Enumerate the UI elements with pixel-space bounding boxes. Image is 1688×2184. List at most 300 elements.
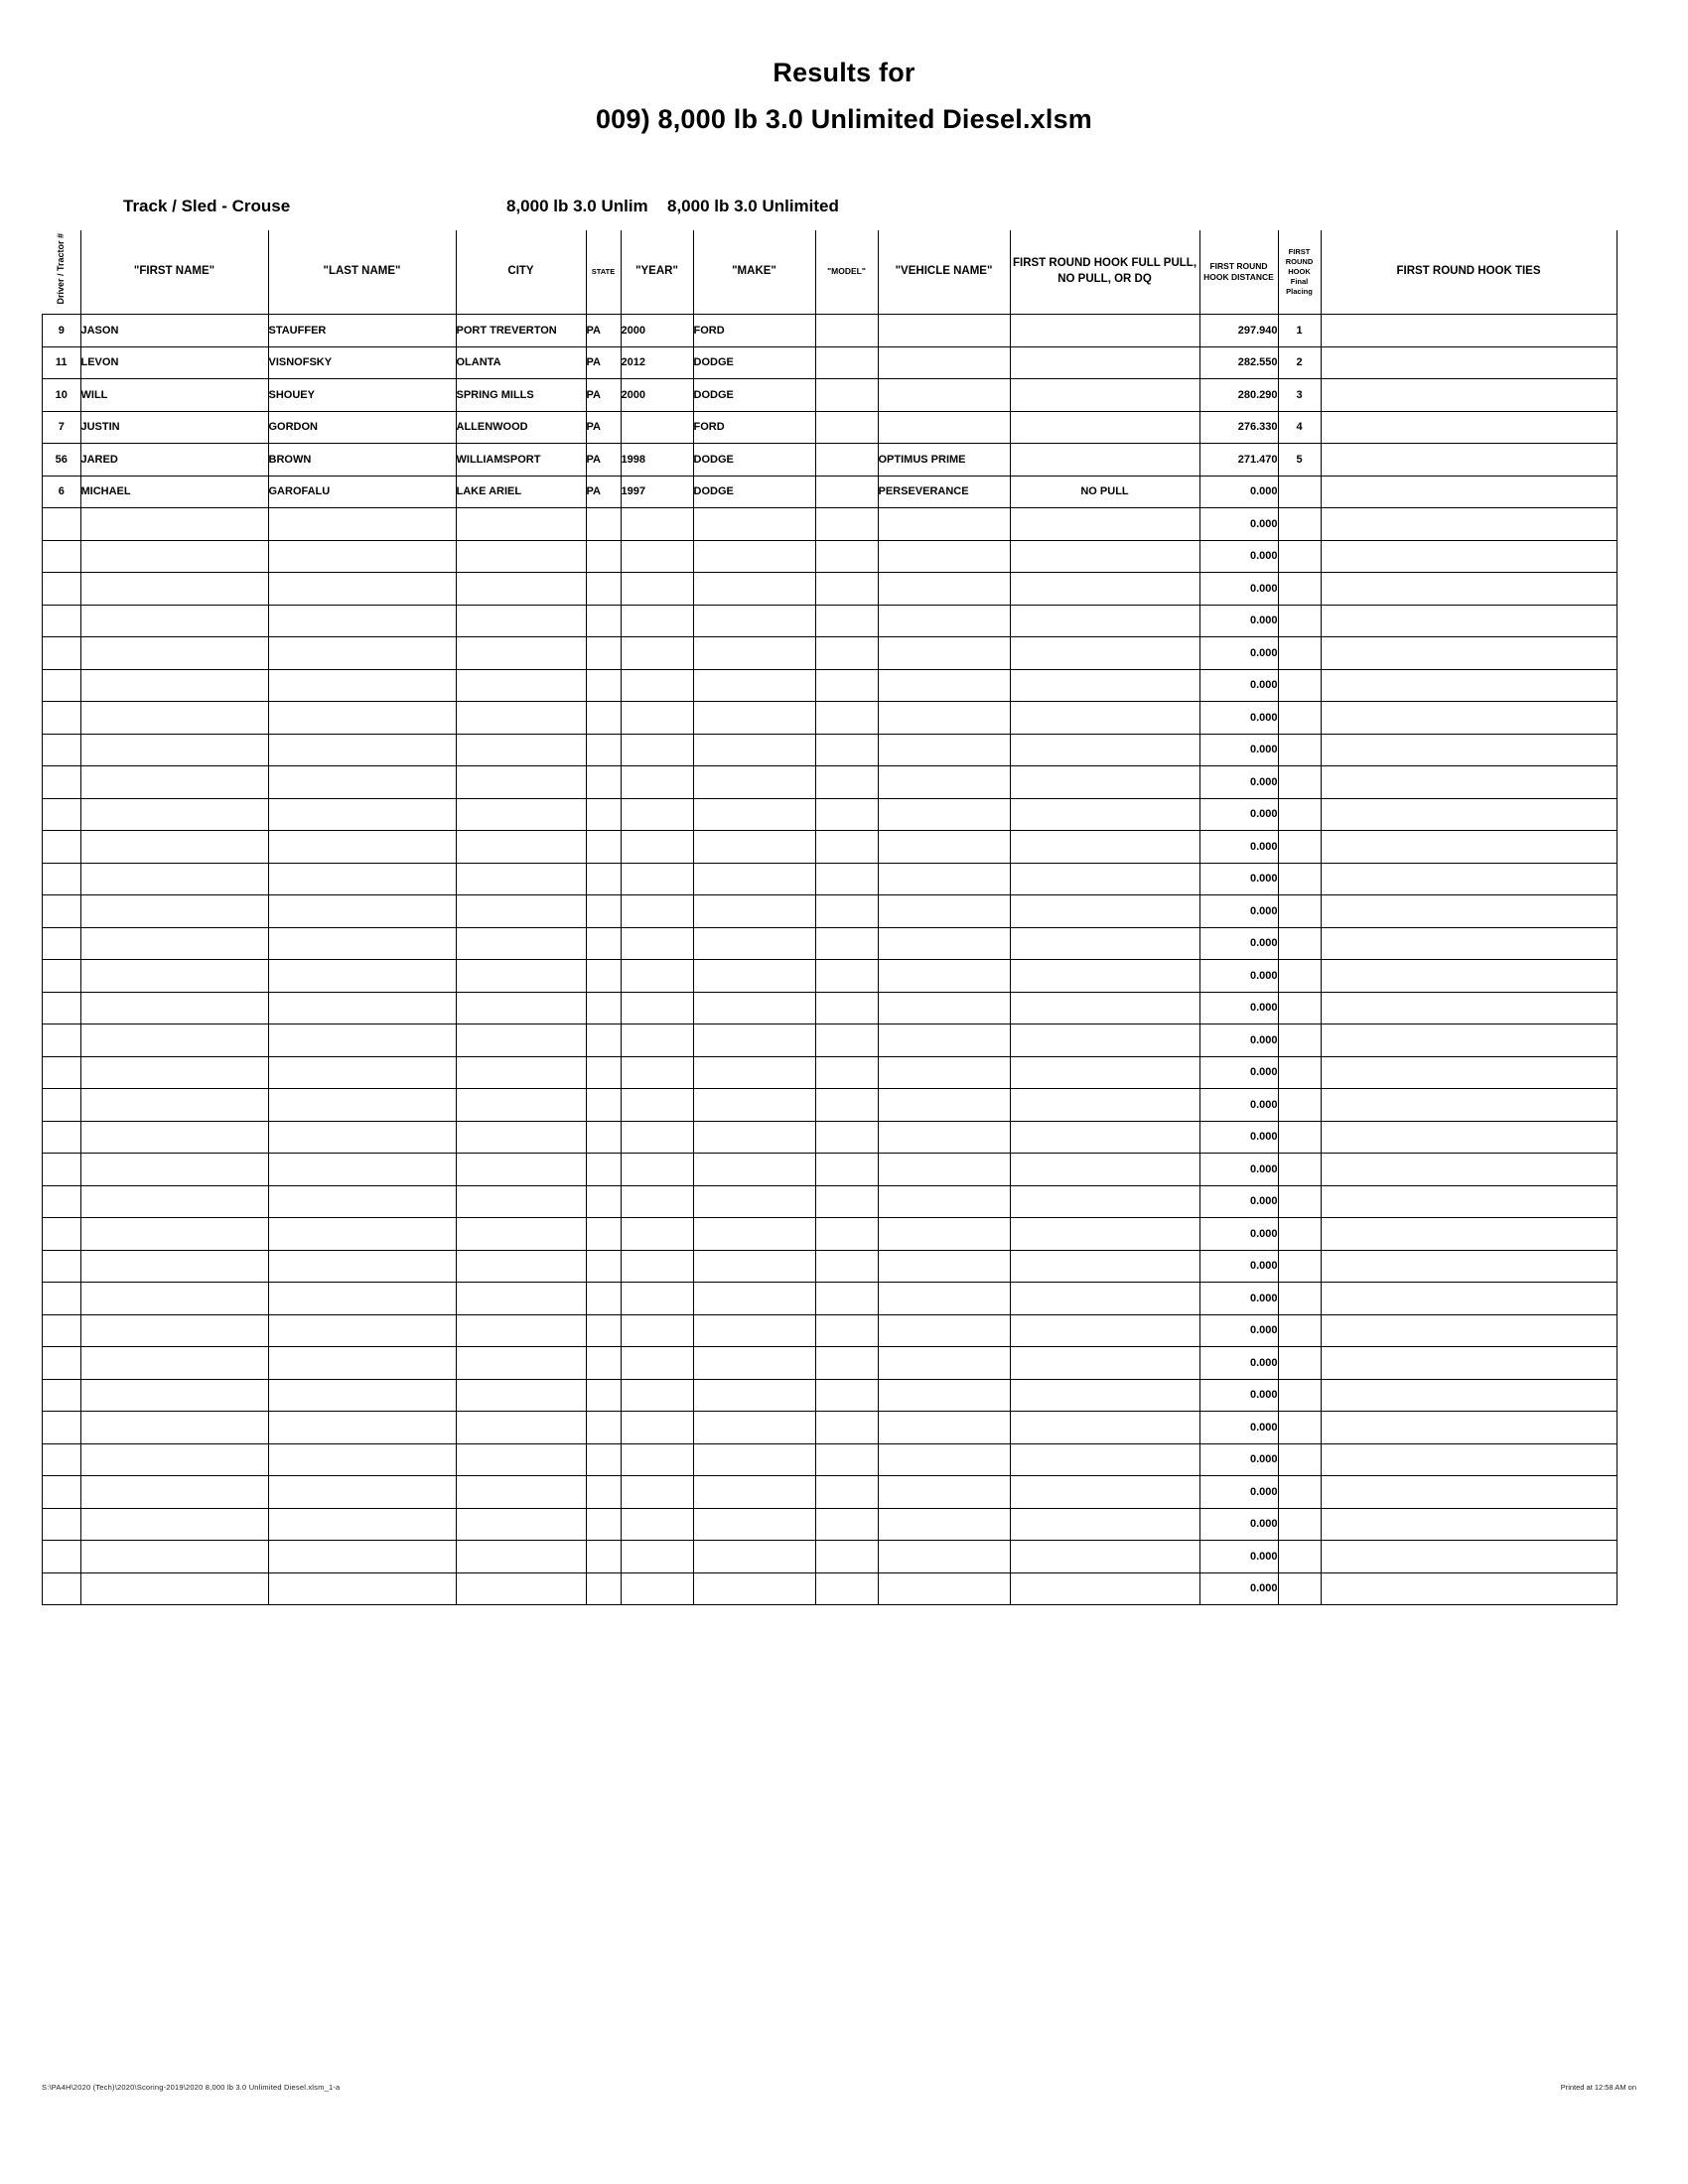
cell-distance: 0.000 [1199, 1154, 1278, 1186]
cell-model [815, 927, 878, 960]
cell-placing [1278, 927, 1321, 960]
cell-full-pull [1010, 895, 1199, 928]
cell-year [621, 1572, 693, 1605]
cell-model [815, 1185, 878, 1218]
cell-full-pull [1010, 315, 1199, 347]
cell-ties [1321, 798, 1617, 831]
cell-first-name [80, 1412, 268, 1444]
cell-make [693, 1314, 815, 1347]
table-row [43, 702, 1618, 735]
cell-state [586, 1250, 621, 1283]
cell-state [586, 1218, 621, 1251]
column-header-make: "MAKE" [693, 230, 815, 315]
cell-last-name [268, 1541, 456, 1573]
cell-make [693, 1024, 815, 1057]
cell-first-name [80, 1443, 268, 1476]
cell-ties [1321, 1154, 1617, 1186]
cell-state [586, 1185, 621, 1218]
cell-model [815, 573, 878, 606]
cell-city [456, 1121, 586, 1154]
cell-distance: 297.940 [1199, 315, 1278, 347]
track-sled-label: Track / Sled - Crouse [123, 197, 291, 215]
cell-driver-number [43, 1089, 81, 1122]
cell-driver-number [43, 1121, 81, 1154]
cell-make [693, 1121, 815, 1154]
table-row [43, 1443, 1618, 1476]
cell-distance: 0.000 [1199, 1121, 1278, 1154]
cell-full-pull [1010, 1056, 1199, 1089]
cell-year [621, 605, 693, 637]
cell-city [456, 1250, 586, 1283]
cell-ties [1321, 702, 1617, 735]
cell-first-name: JASON [80, 315, 268, 347]
cell-last-name [268, 1218, 456, 1251]
cell-city [456, 766, 586, 799]
cell-state [586, 1508, 621, 1541]
cell-full-pull [1010, 379, 1199, 412]
cell-driver-number: 9 [43, 315, 81, 347]
cell-city: LAKE ARIEL [456, 476, 586, 508]
cell-last-name [268, 1250, 456, 1283]
table-row [43, 1379, 1618, 1412]
column-header-driver-number: Driver / Tractor # [56, 233, 67, 306]
cell-placing [1278, 1089, 1321, 1122]
cell-placing [1278, 734, 1321, 766]
cell-distance: 0.000 [1199, 992, 1278, 1024]
cell-distance: 0.000 [1199, 1476, 1278, 1509]
cell-year [621, 669, 693, 702]
cell-placing [1278, 992, 1321, 1024]
cell-year [621, 992, 693, 1024]
cell-model [815, 1024, 878, 1057]
cell-placing: 3 [1278, 379, 1321, 412]
cell-city [456, 1314, 586, 1347]
cell-full-pull [1010, 1185, 1199, 1218]
cell-city [456, 637, 586, 670]
table-row [43, 992, 1618, 1024]
cell-city [456, 1476, 586, 1509]
cell-model [815, 669, 878, 702]
cell-ties [1321, 315, 1617, 347]
cell-state [586, 895, 621, 928]
cell-city: OLANTA [456, 346, 586, 379]
cell-driver-number [43, 1154, 81, 1186]
cell-year [621, 1443, 693, 1476]
cell-full-pull [1010, 960, 1199, 993]
cell-full-pull [1010, 1476, 1199, 1509]
cell-first-name [80, 669, 268, 702]
cell-driver-number [43, 1250, 81, 1283]
cell-first-name [80, 1250, 268, 1283]
cell-state: PA [586, 444, 621, 477]
cell-state [586, 1572, 621, 1605]
cell-distance: 0.000 [1199, 637, 1278, 670]
cell-first-name [80, 1024, 268, 1057]
cell-last-name [268, 508, 456, 541]
cell-model [815, 1476, 878, 1509]
cell-ties [1321, 1508, 1617, 1541]
table-row [43, 1185, 1618, 1218]
cell-driver-number [43, 927, 81, 960]
cell-placing [1278, 702, 1321, 735]
cell-last-name [268, 734, 456, 766]
cell-state [586, 605, 621, 637]
cell-driver-number [43, 637, 81, 670]
cell-vehicle-name [878, 1347, 1010, 1380]
cell-make: DODGE [693, 476, 815, 508]
cell-distance: 271.470 [1199, 444, 1278, 477]
cell-state [586, 1443, 621, 1476]
table-row [43, 1056, 1618, 1089]
cell-year: 2000 [621, 379, 693, 412]
cell-vehicle-name [878, 1154, 1010, 1186]
cell-ties [1321, 1250, 1617, 1283]
cell-last-name [268, 1283, 456, 1315]
cell-city: PORT TREVERTON [456, 315, 586, 347]
table-row [43, 540, 1618, 573]
cell-vehicle-name [878, 540, 1010, 573]
cell-ties [1321, 1314, 1617, 1347]
column-header-placing: FIRST ROUND HOOK Final Placing [1278, 230, 1321, 315]
cell-city [456, 540, 586, 573]
cell-state [586, 540, 621, 573]
table-row [43, 573, 1618, 606]
cell-placing [1278, 1185, 1321, 1218]
table-row [43, 1541, 1618, 1573]
cell-city [456, 669, 586, 702]
cell-full-pull [1010, 1347, 1199, 1380]
column-header-last-name: "LAST NAME" [268, 230, 456, 315]
table-row [43, 1218, 1618, 1251]
cell-ties [1321, 960, 1617, 993]
cell-year [621, 1508, 693, 1541]
cell-distance: 0.000 [1199, 1089, 1278, 1122]
table-row [43, 1121, 1618, 1154]
cell-placing [1278, 1250, 1321, 1283]
cell-last-name: STAUFFER [268, 315, 456, 347]
cell-ties [1321, 508, 1617, 541]
cell-full-pull [1010, 346, 1199, 379]
cell-ties [1321, 605, 1617, 637]
cell-model [815, 1443, 878, 1476]
cell-make [693, 960, 815, 993]
cell-year [621, 1121, 693, 1154]
cell-distance: 0.000 [1199, 476, 1278, 508]
cell-vehicle-name [878, 315, 1010, 347]
cell-make [693, 734, 815, 766]
cell-full-pull [1010, 508, 1199, 541]
cell-ties [1321, 734, 1617, 766]
cell-first-name [80, 831, 268, 864]
cell-state [586, 1121, 621, 1154]
cell-city: WILLIAMSPORT [456, 444, 586, 477]
cell-model [815, 831, 878, 864]
cell-placing [1278, 540, 1321, 573]
cell-state [586, 1379, 621, 1412]
cell-driver-number: 10 [43, 379, 81, 412]
cell-make: DODGE [693, 346, 815, 379]
cell-vehicle-name: OPTIMUS PRIME [878, 444, 1010, 477]
cell-last-name: GORDON [268, 411, 456, 444]
cell-city [456, 927, 586, 960]
column-header-ties: FIRST ROUND HOOK TIES [1321, 230, 1617, 315]
cell-state [586, 831, 621, 864]
table-row [43, 379, 1618, 412]
cell-last-name [268, 573, 456, 606]
cell-state [586, 637, 621, 670]
cell-placing [1278, 831, 1321, 864]
cell-model [815, 411, 878, 444]
table-row [43, 1476, 1618, 1509]
cell-last-name [268, 1024, 456, 1057]
cell-last-name [268, 1314, 456, 1347]
cell-driver-number [43, 1541, 81, 1573]
cell-state [586, 1154, 621, 1186]
cell-year [621, 411, 693, 444]
cell-city [456, 831, 586, 864]
cell-make [693, 1347, 815, 1380]
cell-first-name [80, 1314, 268, 1347]
column-header-city: CITY [456, 230, 586, 315]
cell-make [693, 1056, 815, 1089]
cell-make: DODGE [693, 379, 815, 412]
cell-driver-number [43, 766, 81, 799]
cell-ties [1321, 927, 1617, 960]
table-row [43, 1314, 1618, 1347]
cell-make [693, 831, 815, 864]
cell-driver-number [43, 863, 81, 895]
cell-last-name [268, 1379, 456, 1412]
cell-driver-number: 56 [43, 444, 81, 477]
cell-ties [1321, 1443, 1617, 1476]
cell-vehicle-name [878, 992, 1010, 1024]
cell-distance: 0.000 [1199, 1283, 1278, 1315]
cell-state [586, 1541, 621, 1573]
cell-ties [1321, 1024, 1617, 1057]
cell-make [693, 992, 815, 1024]
cell-year [621, 798, 693, 831]
cell-state [586, 702, 621, 735]
cell-first-name [80, 1476, 268, 1509]
cell-placing [1278, 1508, 1321, 1541]
cell-distance: 0.000 [1199, 1379, 1278, 1412]
cell-ties [1321, 1412, 1617, 1444]
cell-city [456, 1089, 586, 1122]
cell-model [815, 895, 878, 928]
cell-placing [1278, 637, 1321, 670]
cell-year [621, 540, 693, 573]
cell-vehicle-name [878, 1379, 1010, 1412]
cell-full-pull [1010, 411, 1199, 444]
cell-distance: 0.000 [1199, 734, 1278, 766]
cell-year [621, 702, 693, 735]
cell-vehicle-name [878, 573, 1010, 606]
table-row [43, 315, 1618, 347]
cell-vehicle-name [878, 1121, 1010, 1154]
cell-ties [1321, 1089, 1617, 1122]
cell-ties [1321, 411, 1617, 444]
cell-full-pull [1010, 1541, 1199, 1573]
cell-last-name: SHOUEY [268, 379, 456, 412]
cell-city [456, 508, 586, 541]
table-row [43, 798, 1618, 831]
cell-year: 2000 [621, 315, 693, 347]
cell-city [456, 1379, 586, 1412]
cell-vehicle-name [878, 1572, 1010, 1605]
cell-first-name: JARED [80, 444, 268, 477]
cell-city [456, 863, 586, 895]
table-row [43, 637, 1618, 670]
cell-year [621, 508, 693, 541]
cell-state [586, 992, 621, 1024]
cell-model [815, 1154, 878, 1186]
cell-driver-number [43, 831, 81, 864]
cell-distance: 276.330 [1199, 411, 1278, 444]
cell-make [693, 573, 815, 606]
cell-model [815, 1412, 878, 1444]
cell-state [586, 960, 621, 993]
cell-distance: 0.000 [1199, 1347, 1278, 1380]
cell-last-name [268, 992, 456, 1024]
cell-driver-number [43, 1412, 81, 1444]
cell-last-name [268, 831, 456, 864]
cell-make [693, 863, 815, 895]
cell-last-name [268, 1476, 456, 1509]
table-row [43, 346, 1618, 379]
cell-year [621, 1218, 693, 1251]
cell-distance: 0.000 [1199, 798, 1278, 831]
cell-full-pull [1010, 1218, 1199, 1251]
cell-state: PA [586, 379, 621, 412]
cell-make [693, 605, 815, 637]
cell-make: FORD [693, 315, 815, 347]
cell-full-pull [1010, 1024, 1199, 1057]
cell-distance: 0.000 [1199, 960, 1278, 993]
cell-driver-number [43, 669, 81, 702]
cell-last-name [268, 1412, 456, 1444]
cell-full-pull [1010, 669, 1199, 702]
cell-driver-number [43, 1508, 81, 1541]
cell-first-name [80, 1347, 268, 1380]
cell-distance: 0.000 [1199, 831, 1278, 864]
cell-model [815, 637, 878, 670]
cell-vehicle-name [878, 1412, 1010, 1444]
cell-last-name [268, 1347, 456, 1380]
cell-ties [1321, 540, 1617, 573]
cell-city [456, 605, 586, 637]
cell-placing: 1 [1278, 315, 1321, 347]
cell-distance: 0.000 [1199, 573, 1278, 606]
cell-distance: 0.000 [1199, 1024, 1278, 1057]
cell-make [693, 637, 815, 670]
cell-make [693, 1541, 815, 1573]
cell-state [586, 734, 621, 766]
cell-ties [1321, 637, 1617, 670]
cell-year [621, 927, 693, 960]
table-row [43, 895, 1618, 928]
cell-placing [1278, 1024, 1321, 1057]
cell-model [815, 1572, 878, 1605]
column-header-vehicle-name: "VEHICLE NAME" [878, 230, 1010, 315]
cell-model [815, 960, 878, 993]
cell-placing [1278, 1121, 1321, 1154]
table-row [43, 863, 1618, 895]
cell-state [586, 927, 621, 960]
cell-driver-number [43, 1056, 81, 1089]
cell-make [693, 702, 815, 735]
column-header-full-pull: FIRST ROUND HOOK FULL PULL, NO PULL, OR DQ [1010, 230, 1199, 315]
cell-last-name [268, 540, 456, 573]
cell-city [456, 1185, 586, 1218]
cell-last-name: BROWN [268, 444, 456, 477]
cell-city [456, 960, 586, 993]
cell-year [621, 1185, 693, 1218]
cell-driver-number [43, 1443, 81, 1476]
cell-ties [1321, 863, 1617, 895]
cell-model [815, 734, 878, 766]
cell-city [456, 1412, 586, 1444]
cell-full-pull [1010, 734, 1199, 766]
cell-make [693, 1154, 815, 1186]
cell-model [815, 1508, 878, 1541]
table-row [43, 1154, 1618, 1186]
cell-full-pull [1010, 540, 1199, 573]
cell-driver-number [43, 992, 81, 1024]
cell-first-name [80, 798, 268, 831]
footer-print-time: Printed at 12:58 AM on [1560, 2083, 1636, 2092]
cell-placing [1278, 798, 1321, 831]
cell-make [693, 1412, 815, 1444]
page-footer [42, 2083, 1646, 2097]
cell-placing [1278, 863, 1321, 895]
cell-distance: 0.000 [1199, 508, 1278, 541]
table-row [43, 1572, 1618, 1605]
cell-vehicle-name [878, 1443, 1010, 1476]
table-row [43, 960, 1618, 993]
cell-placing [1278, 669, 1321, 702]
cell-full-pull [1010, 1089, 1199, 1122]
cell-ties [1321, 1185, 1617, 1218]
cell-state: PA [586, 315, 621, 347]
cell-make [693, 766, 815, 799]
cell-model [815, 1314, 878, 1347]
cell-make: DODGE [693, 444, 815, 477]
cell-full-pull [1010, 798, 1199, 831]
column-header-model: "MODEL" [815, 230, 878, 315]
cell-last-name [268, 1443, 456, 1476]
cell-model [815, 1541, 878, 1573]
cell-year [621, 1541, 693, 1573]
table-row [43, 831, 1618, 864]
cell-first-name [80, 1572, 268, 1605]
cell-full-pull [1010, 605, 1199, 637]
cell-vehicle-name [878, 1024, 1010, 1057]
cell-vehicle-name [878, 895, 1010, 928]
cell-last-name [268, 960, 456, 993]
cell-driver-number [43, 508, 81, 541]
cell-model [815, 1056, 878, 1089]
cell-distance: 0.000 [1199, 605, 1278, 637]
cell-state [586, 798, 621, 831]
cell-year [621, 895, 693, 928]
cell-placing [1278, 1572, 1321, 1605]
cell-distance: 0.000 [1199, 1250, 1278, 1283]
cell-state [586, 863, 621, 895]
cell-first-name: LEVON [80, 346, 268, 379]
cell-vehicle-name [878, 1508, 1010, 1541]
table-row [43, 1250, 1618, 1283]
cell-placing [1278, 1314, 1321, 1347]
